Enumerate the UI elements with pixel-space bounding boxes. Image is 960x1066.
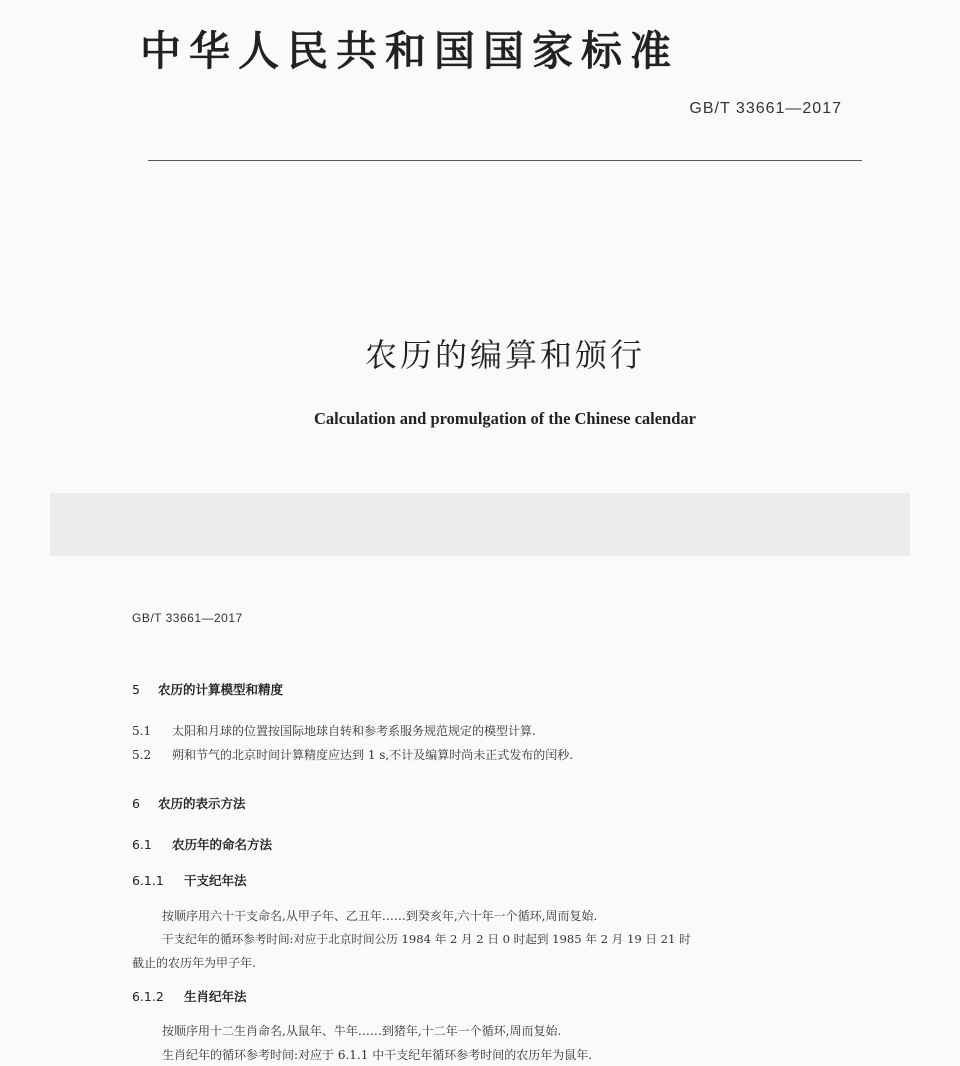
page-separator bbox=[50, 493, 910, 556]
section-6-heading bbox=[132, 794, 246, 812]
title-chinese: 农历的编算和颁行 bbox=[364, 336, 645, 374]
section-5-heading bbox=[132, 680, 283, 698]
standard-header: 中华人民共和国国家标准 bbox=[140, 27, 679, 75]
paragraph-6-1-2-a: 按顺序用十二生肖命名,从鼠年、牛年……到猪年,十二年一个循环,周而复始. bbox=[162, 1024, 562, 1038]
subsection-6-1-2-title: 生肖纪年法 bbox=[184, 989, 247, 1004]
subsection-6-1-2-heading bbox=[132, 987, 247, 1005]
subsection-6-1-2-number: 6.1.2 bbox=[132, 989, 164, 1004]
subsection-6-1-title: 农历年的命名方法 bbox=[172, 837, 273, 852]
paragraph-6-1-1-b-line1: 干支纪年的循环参考时间:对应于北京时间公历 1984 年 2 月 2 日 0 时起到 1985 年 2 月 19 日 21 时 bbox=[162, 932, 691, 946]
clause-5-1-number: 5.1 bbox=[132, 724, 152, 738]
paragraph-6-1-1-a: 按顺序用六十干支命名,从甲子年、乙丑年……到癸亥年,六十年一个循环,周而复始. bbox=[162, 909, 598, 923]
page-standard-code: GB/T 33661—2017 bbox=[132, 611, 243, 625]
paragraph-6-1-1-b-line2: 截止的农历年为甲子年. bbox=[132, 956, 256, 970]
subsection-6-1-1-title: 干支纪年法 bbox=[184, 873, 247, 888]
section-6-title: 农历的表示方法 bbox=[158, 796, 246, 811]
clause-5-1 bbox=[132, 722, 536, 739]
section-5-number: 5 bbox=[132, 682, 140, 697]
subsection-6-1-1-number: 6.1.1 bbox=[132, 873, 164, 888]
clause-5-2 bbox=[132, 746, 573, 763]
subsection-6-1-heading bbox=[132, 835, 272, 853]
subsection-6-1-1-heading bbox=[132, 871, 247, 889]
title-english: Calculation and promulgation of the Chinese calendar bbox=[314, 409, 696, 428]
paragraph-6-1-2-b: 生肖纪年的循环参考时间:对应于 6.1.1 中干支纪年循环参考时间的农历年为鼠年. bbox=[162, 1048, 593, 1062]
clause-5-2-number: 5.2 bbox=[132, 748, 152, 762]
clause-5-1-text: 太阳和月球的位置按国际地球自转和参考系服务规范规定的模型计算. bbox=[172, 724, 536, 738]
clause-5-2-text: 朔和节气的北京时间计算精度应达到 1 s,不计及编算时尚未正式发布的闰秒. bbox=[172, 748, 574, 762]
header-divider bbox=[148, 160, 862, 161]
section-5-title: 农历的计算模型和精度 bbox=[158, 682, 284, 697]
subsection-6-1-number: 6.1 bbox=[132, 837, 152, 852]
section-6-number: 6 bbox=[132, 796, 140, 811]
standard-number: GB/T 33661—2017 bbox=[689, 100, 842, 117]
